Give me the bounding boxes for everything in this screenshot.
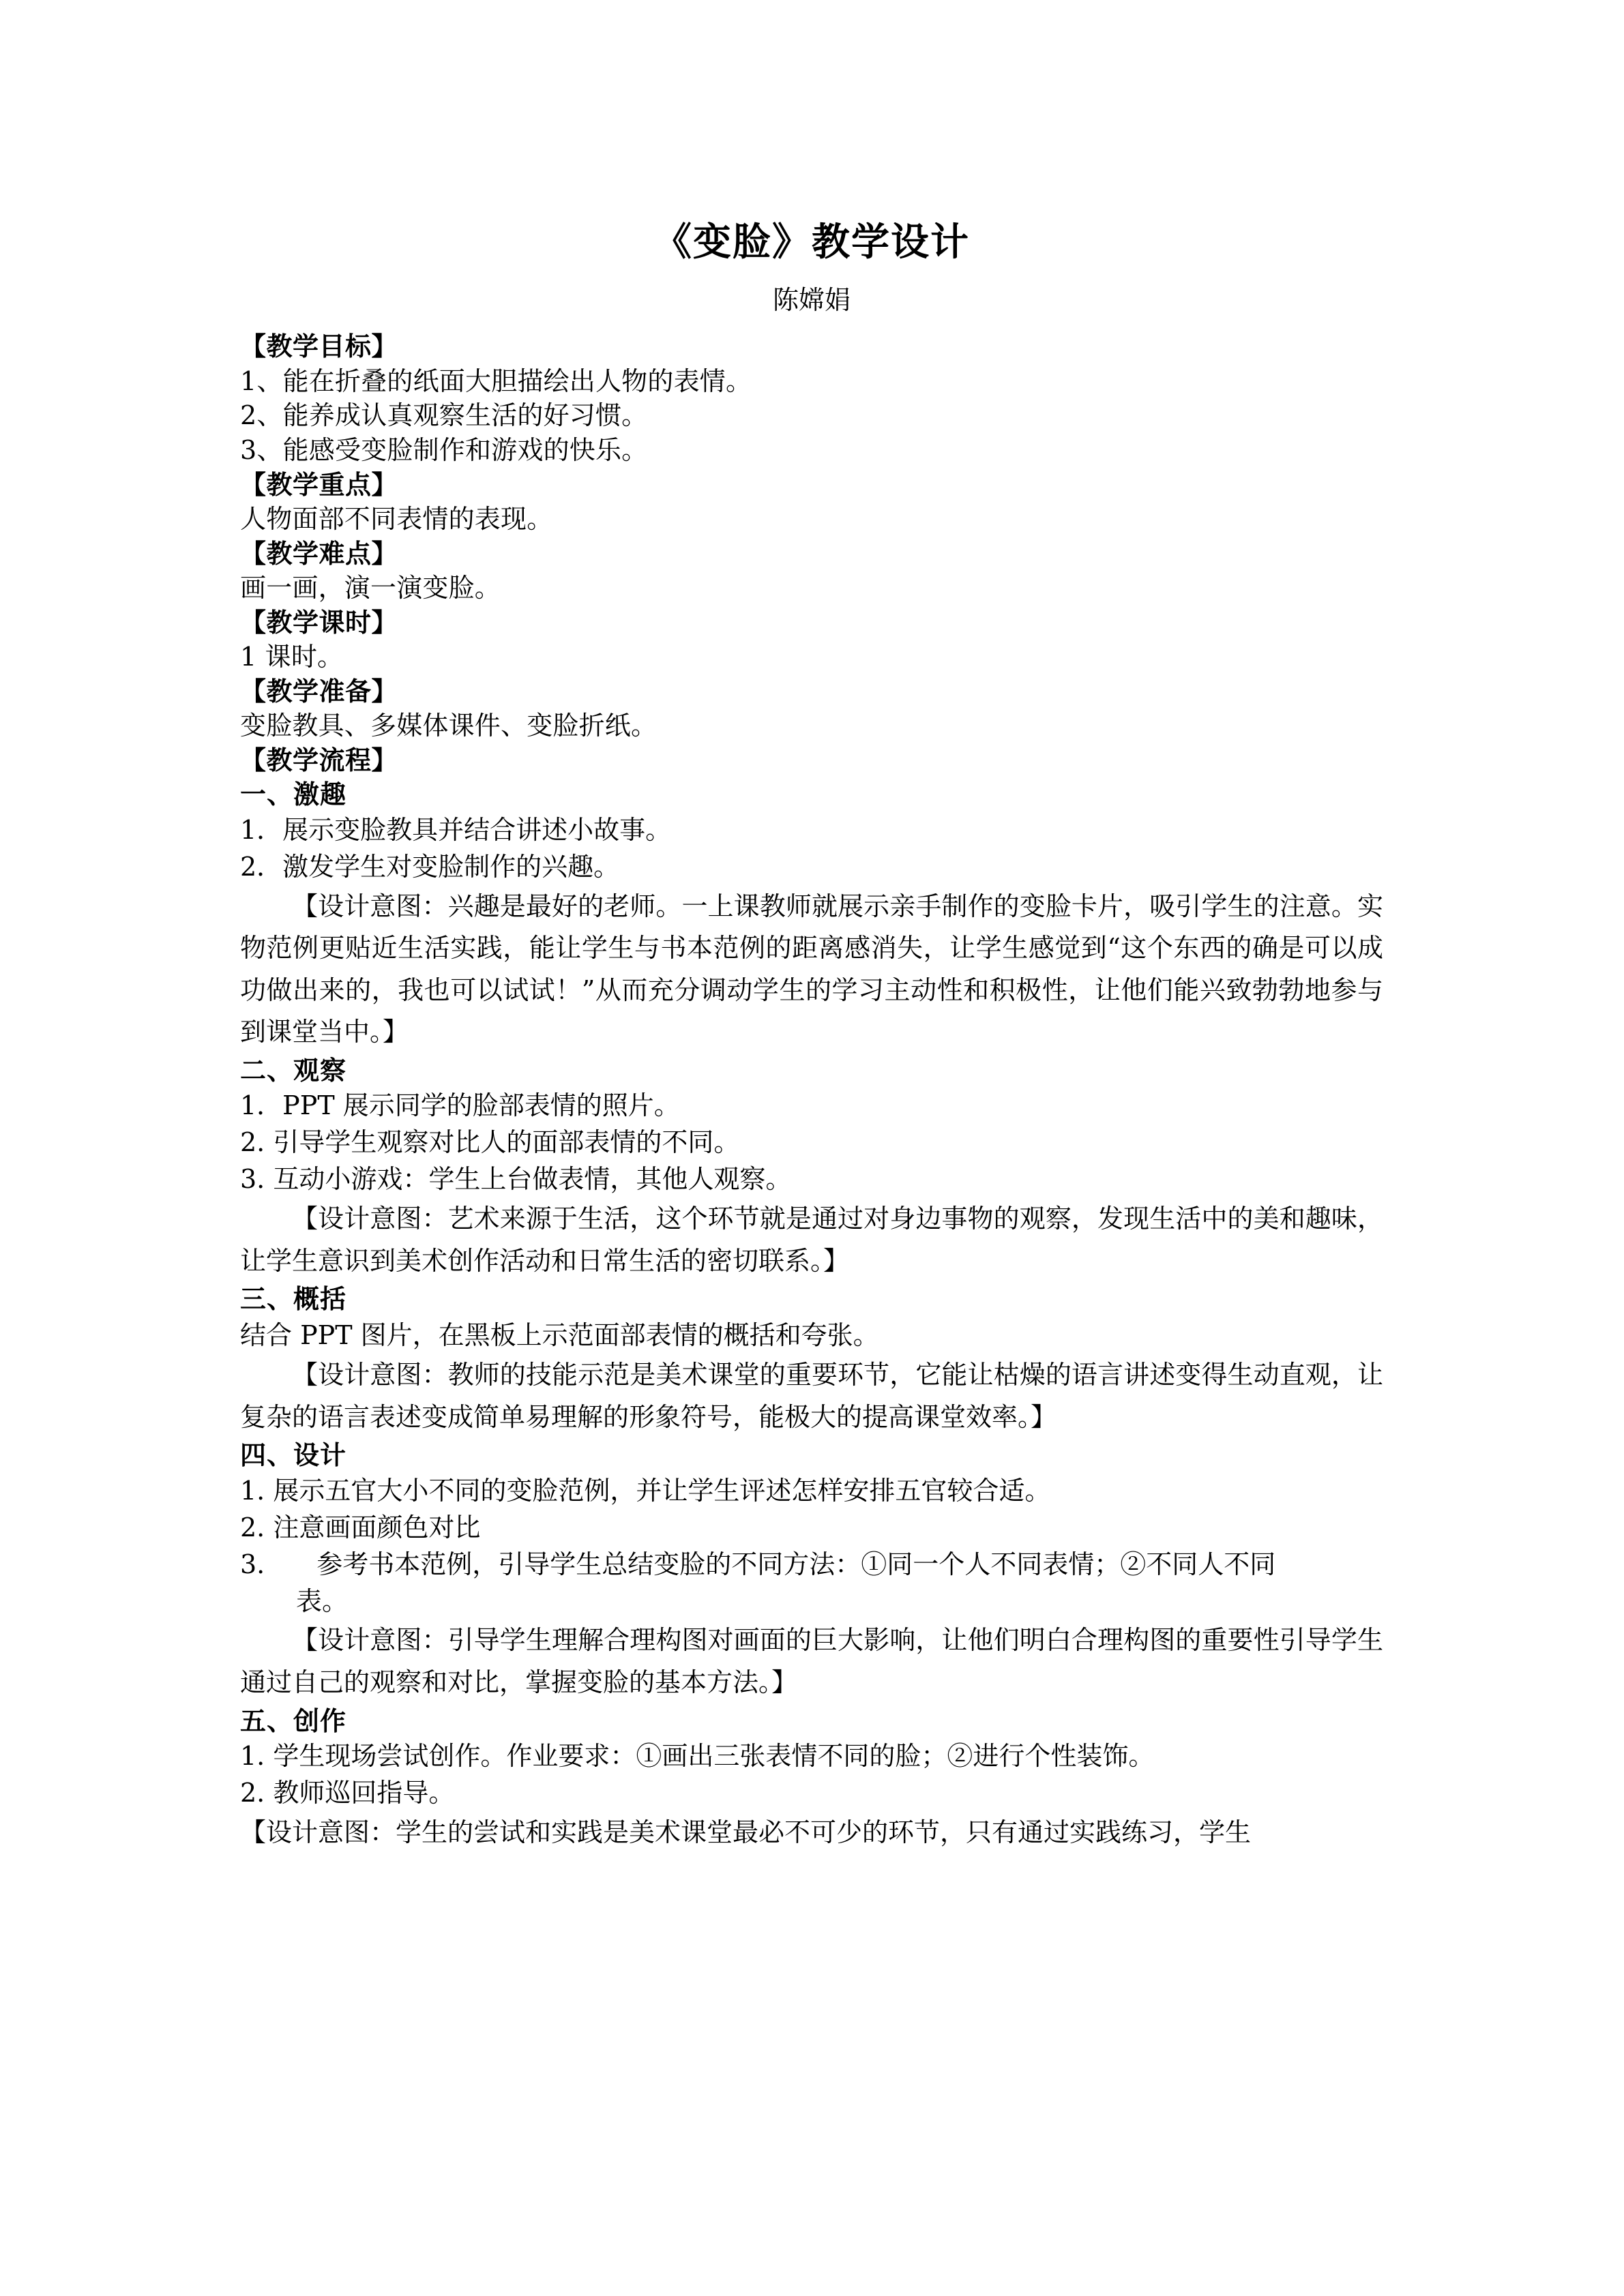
- section-difficulty: [240, 537, 1383, 606]
- step2-design-intent: 【设计意图：艺术来源于生活，这个环节就是通过对身边事物的观察，发现生活中的美和趣味，让学生意识到美术创作活动和日常生活的密切联系。】: [240, 1204, 1383, 1276]
- step2-heading: 二、观察: [240, 1054, 347, 1086]
- step5-item-2: 2. 教师巡回指导。: [240, 1778, 455, 1808]
- document-content: [240, 0, 1383, 1854]
- step4-item-1: 1. 展示五官大小不同的变脸范例，并让学生评述怎样安排五官较合适。: [240, 1475, 1051, 1506]
- section-periods: [240, 606, 1383, 674]
- section-key-point: [240, 468, 1383, 537]
- key-point-text: 人物面部不同表情的表现。: [240, 504, 553, 535]
- periods-heading: 【教学课时】: [240, 606, 398, 638]
- difficulty-text: 画一画，演一演变脸。: [240, 573, 501, 603]
- section-step2: [240, 1054, 1383, 1282]
- step2-item-2: 2. 引导学生观察对比人的面部表情的不同。: [240, 1127, 740, 1158]
- process-heading: 【教学流程】: [240, 744, 398, 775]
- step3-heading: 三、概括: [240, 1283, 347, 1315]
- objectives-item-2: 2、能养成认真观察生活的好习惯。: [240, 400, 648, 431]
- preparation-text: 变脸教具、多媒体课件、变脸折纸。: [240, 711, 658, 741]
- step5-design-intent: 【设计意图：学生的尝试和实践是美术课堂最必不可少的环节，只有通过实践练习，学生: [240, 1817, 1252, 1847]
- step2-item-1: 1．PPT 展示同学的脸部表情的照片。: [240, 1090, 680, 1121]
- step5-item-1: 1. 学生现场尝试创作。作业要求：①画出三张表情不同的脸；②进行个性装饰。: [240, 1741, 1155, 1772]
- section-objectives: [240, 329, 1383, 467]
- step4-item-2: 2. 注意画面颜色对比: [240, 1512, 481, 1542]
- objectives-item-1: 1、能在折叠的纸面大胆描绘出人物的表情。: [240, 366, 752, 396]
- preparation-heading: 【教学准备】: [240, 675, 398, 706]
- step1-design-intent: 【设计意图：兴趣是最好的老师。一上课教师就展示亲手制作的变脸卡片，吸引学生的注意。实物范例更贴近生活实践，能让学生与书本范例的距离感消失，让学生感觉到“这个东西的确是可以成功做出来的，我也可以试试！”从而充分调动学生的学习主动性和积极性，让他们能兴致勃勃地参与到课堂当中。】: [240, 891, 1383, 1047]
- section-step4: [240, 1438, 1383, 1703]
- step1-item-1: 1．展示变脸教具并结合讲述小故事。: [240, 814, 672, 845]
- section-process: [240, 743, 1383, 778]
- step4-item-3-continued: 表。: [296, 1585, 349, 1616]
- step1-item-2: 2．激发学生对变脸制作的兴趣。: [240, 851, 620, 882]
- objectives-item-3: 3、能感受变脸制作和游戏的快乐。: [240, 434, 648, 465]
- step4-design-intent: 【设计意图：引导学生理解合理构图对画面的巨大影响，让他们明白合理构图的重要性引导学生通过自己的观察和对比，掌握变脸的基本方法。】: [240, 1625, 1383, 1698]
- section-step3: [240, 1282, 1383, 1438]
- step5-heading: 五、创作: [240, 1705, 347, 1736]
- objectives-heading: 【教学目标】: [240, 331, 398, 362]
- difficulty-heading: 【教学难点】: [240, 537, 398, 569]
- step2-item-3: 3. 互动小游戏：学生上台做表情，其他人观察。: [240, 1164, 792, 1195]
- step4-heading: 四、设计: [240, 1440, 347, 1471]
- key-point-heading: 【教学重点】: [240, 468, 398, 500]
- page-title: 《变脸》教学设计: [653, 220, 970, 265]
- step1-heading: 一、激趣: [240, 779, 347, 810]
- step3-text: 结合 PPT 图片，在黑板上示范面部表情的概括和夸张。: [240, 1320, 879, 1350]
- author-name: 陈嫦娟: [772, 285, 851, 315]
- step4-item-3: 3. 参考书本范例，引导学生总结变脸的不同方法：①同一个人不同表情；②不同人不同: [240, 1549, 1276, 1579]
- section-step1: [240, 777, 1383, 1054]
- section-preparation: [240, 674, 1383, 743]
- step3-design-intent: 【设计意图：教师的技能示范是美术课堂的重要环节，它能让枯燥的语言讲述变得生动直观，让复杂的语言表述变成简单易理解的形象符号，能极大的提高课堂效率。】: [240, 1360, 1383, 1432]
- periods-text: 1 课时。: [240, 642, 344, 672]
- section-step5: [240, 1704, 1383, 1854]
